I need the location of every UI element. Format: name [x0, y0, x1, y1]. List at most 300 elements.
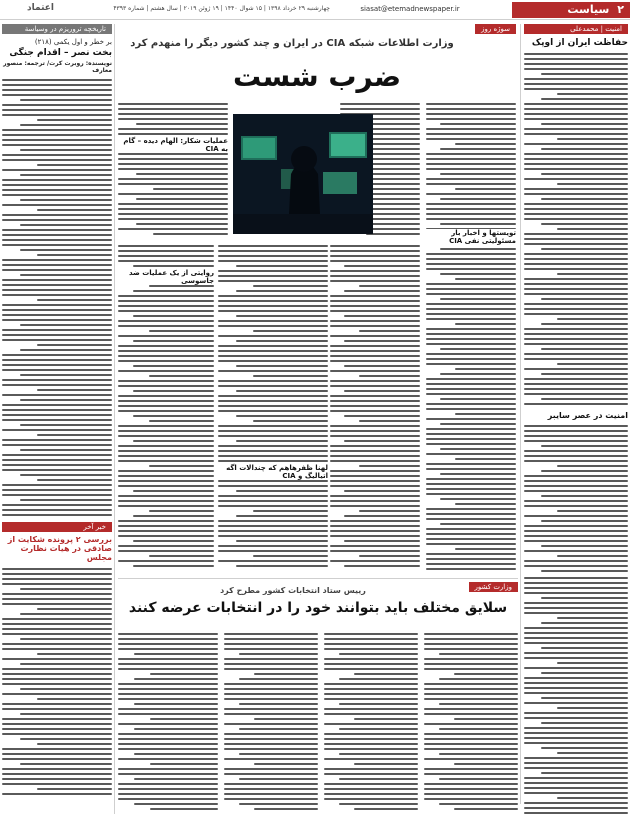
text-line	[524, 732, 628, 734]
article-subhead: لهنا ظفرهاهم که چندالات اگه اتیالیگ و CIA	[218, 464, 328, 480]
text-line	[239, 728, 318, 730]
text-line	[344, 540, 420, 542]
text-line	[2, 783, 112, 785]
text-line	[541, 597, 628, 599]
text-line	[440, 298, 516, 300]
text-line	[524, 313, 628, 315]
text-line	[134, 703, 218, 705]
text-line	[455, 413, 516, 415]
text-line	[2, 189, 112, 191]
text-line	[330, 425, 420, 427]
text-line	[424, 783, 518, 785]
text-line	[330, 560, 420, 562]
text-line	[218, 275, 328, 277]
text-line	[426, 263, 516, 265]
text-line	[224, 723, 318, 725]
text-line	[424, 758, 518, 760]
text-line	[236, 540, 328, 542]
text-line	[2, 154, 112, 156]
text-line	[330, 405, 420, 407]
text-line	[330, 525, 420, 527]
text-line	[20, 374, 112, 376]
text-line	[2, 459, 112, 461]
text-line	[366, 233, 420, 235]
text-line	[557, 510, 628, 512]
text-line	[37, 434, 112, 436]
text-line	[218, 335, 328, 337]
text-line	[330, 535, 420, 537]
text-line	[541, 697, 628, 699]
text-line	[224, 783, 318, 785]
text-line	[330, 470, 420, 472]
text-line	[330, 520, 420, 522]
text-line	[2, 678, 112, 680]
text-line	[20, 199, 112, 201]
text-line	[118, 410, 214, 412]
text-line	[2, 339, 112, 341]
text-line	[454, 763, 518, 765]
text-line	[426, 193, 516, 195]
text-line	[224, 708, 318, 710]
text-line	[440, 273, 516, 275]
text-line	[236, 515, 328, 517]
text-line	[330, 250, 420, 252]
text-line	[424, 723, 518, 725]
text-line	[339, 728, 418, 730]
text-line	[440, 473, 516, 475]
left-column-intro: بر خطر و اول یکمی (۲۱۸)	[34, 38, 112, 46]
text-line	[2, 429, 112, 431]
text-line	[426, 128, 516, 130]
text-line	[118, 400, 214, 402]
text-line	[339, 753, 418, 755]
text-line	[218, 425, 328, 427]
text-line	[37, 698, 112, 700]
text-line	[524, 383, 628, 385]
text-line	[439, 703, 518, 705]
text-line	[524, 782, 628, 784]
text-line	[454, 808, 518, 810]
text-line	[2, 289, 112, 291]
text-line	[424, 798, 518, 800]
text-line	[524, 682, 628, 684]
text-line	[239, 778, 318, 780]
text-line	[2, 379, 112, 381]
text-line	[118, 688, 218, 690]
text-line	[224, 738, 318, 740]
text-line	[344, 390, 420, 392]
article-subhead: تویستها و اخبار بار مسئولیتی نفی CIA	[426, 229, 516, 245]
text-line	[118, 355, 214, 357]
text-line	[524, 757, 628, 759]
text-line	[426, 218, 516, 220]
text-line	[359, 375, 420, 377]
text-line	[2, 114, 112, 116]
text-line	[224, 663, 318, 665]
text-line	[20, 588, 112, 590]
text-line	[224, 768, 318, 770]
text-line	[524, 178, 628, 180]
text-line	[524, 78, 628, 80]
text-line	[224, 798, 318, 800]
text-line	[118, 768, 218, 770]
text-line	[2, 753, 112, 755]
text-line	[344, 365, 420, 367]
text-line	[118, 708, 218, 710]
text-line	[2, 304, 112, 306]
text-line	[557, 273, 628, 275]
text-line	[541, 747, 628, 749]
text-line	[557, 228, 628, 230]
text-line	[344, 565, 420, 567]
text-line	[426, 563, 516, 565]
text-line	[218, 480, 328, 482]
text-line	[2, 793, 112, 795]
text-line	[330, 530, 420, 532]
text-line	[424, 633, 518, 635]
text-line	[218, 395, 328, 397]
text-line	[439, 753, 518, 755]
text-line	[236, 340, 328, 342]
text-line	[541, 348, 628, 350]
text-line	[218, 360, 328, 362]
text-line	[118, 480, 214, 482]
text-line	[118, 178, 228, 180]
text-line	[455, 143, 516, 145]
left-column-byline: نویسنده: روبرت کرت/ ترجمه: منصور معارف	[3, 60, 112, 74]
text-line	[118, 213, 228, 215]
text-line	[339, 653, 418, 655]
text-line	[440, 123, 516, 125]
text-line	[218, 410, 328, 412]
text-line	[2, 144, 112, 146]
text-line	[254, 808, 318, 810]
text-line	[344, 515, 420, 517]
text-line	[20, 99, 112, 101]
text-line	[20, 449, 112, 451]
text-line	[136, 173, 228, 175]
text-line	[133, 440, 214, 442]
text-line	[557, 707, 628, 709]
text-line	[20, 713, 112, 715]
text-line	[541, 672, 628, 674]
text-line	[541, 248, 628, 250]
text-line	[134, 753, 218, 755]
text-line	[118, 683, 218, 685]
text-line	[426, 153, 516, 155]
text-line	[324, 708, 418, 710]
text-line	[524, 425, 628, 427]
text-line	[133, 365, 214, 367]
text-line	[330, 355, 420, 357]
section-title: سیاست	[567, 3, 610, 16]
text-line	[524, 303, 628, 305]
text-line	[354, 673, 418, 675]
text-line	[118, 325, 214, 327]
text-line	[426, 378, 516, 380]
text-line	[133, 290, 214, 292]
text-line	[426, 338, 516, 340]
text-line	[426, 568, 516, 570]
text-line	[2, 364, 112, 366]
text-line	[218, 270, 328, 272]
text-line	[455, 503, 516, 505]
text-line	[426, 113, 516, 115]
text-line	[118, 350, 214, 352]
text-line	[426, 158, 516, 160]
text-line	[118, 560, 214, 562]
text-line	[426, 118, 516, 120]
right-column-tag: امنیت | محمدعلی	[524, 24, 628, 34]
text-line	[524, 607, 628, 609]
text-line	[118, 798, 218, 800]
text-line	[2, 219, 112, 221]
text-line	[557, 662, 628, 664]
text-line	[541, 445, 628, 447]
text-line	[524, 565, 628, 567]
text-line	[239, 803, 318, 805]
text-line	[524, 193, 628, 195]
text-line	[20, 474, 112, 476]
text-line	[557, 183, 628, 185]
text-line	[37, 254, 112, 256]
text-line	[324, 688, 418, 690]
text-line	[524, 787, 628, 789]
text-line	[424, 793, 518, 795]
text-line	[118, 545, 214, 547]
text-line	[239, 653, 318, 655]
left-column-body-2	[2, 565, 112, 795]
text-line	[118, 450, 214, 452]
text-line	[330, 360, 420, 362]
article-subhead: روایتی از یک عملیات ضد جاسوسی	[118, 269, 214, 285]
text-line	[426, 508, 516, 510]
text-line	[524, 378, 628, 380]
text-line	[218, 295, 328, 297]
text-line	[2, 419, 112, 421]
text-line	[253, 285, 328, 287]
text-line	[2, 658, 112, 660]
text-line	[134, 803, 218, 805]
text-line	[149, 285, 214, 287]
text-line	[426, 463, 516, 465]
text-line	[224, 658, 318, 660]
text-line	[2, 264, 112, 266]
text-line	[118, 345, 214, 347]
text-line	[324, 658, 418, 660]
text-line	[2, 309, 112, 311]
text-line	[133, 315, 214, 317]
text-line	[524, 717, 628, 719]
text-line	[236, 365, 328, 367]
text-line	[37, 209, 112, 211]
text-line	[524, 505, 628, 507]
text-line	[524, 118, 628, 120]
text-line	[524, 777, 628, 779]
text-line	[118, 260, 214, 262]
text-line	[224, 668, 318, 670]
text-line	[524, 587, 628, 589]
text-line	[118, 525, 214, 527]
text-line	[236, 565, 328, 567]
article-column	[424, 630, 518, 814]
text-line	[330, 430, 420, 432]
text-line	[118, 535, 214, 537]
text-line	[2, 104, 112, 106]
text-line	[118, 505, 214, 507]
text-line	[254, 763, 318, 765]
text-line	[324, 788, 418, 790]
text-line	[2, 673, 112, 675]
text-line	[424, 663, 518, 665]
text-line	[541, 323, 628, 325]
text-line	[426, 288, 516, 290]
text-line	[218, 345, 328, 347]
text-line	[150, 763, 218, 765]
text-line	[424, 638, 518, 640]
text-line	[524, 667, 628, 669]
text-line	[133, 490, 214, 492]
text-line	[426, 108, 516, 110]
text-line	[426, 268, 516, 270]
text-line	[524, 702, 628, 704]
text-line	[339, 678, 418, 680]
text-line	[118, 305, 214, 307]
text-line	[330, 345, 420, 347]
text-line	[330, 280, 420, 282]
text-line	[426, 353, 516, 355]
text-line	[2, 633, 112, 635]
text-line	[118, 773, 218, 775]
newspaper-logo: اعتماد	[27, 3, 54, 13]
text-line	[524, 308, 628, 310]
text-line	[133, 565, 214, 567]
text-line	[2, 394, 112, 396]
text-line	[557, 752, 628, 754]
text-line	[2, 444, 112, 446]
text-line	[426, 328, 516, 330]
text-line	[330, 310, 420, 312]
text-line	[426, 258, 516, 260]
text-line	[344, 265, 420, 267]
text-line	[224, 643, 318, 645]
text-line	[218, 435, 328, 437]
text-line	[424, 768, 518, 770]
text-line	[134, 678, 218, 680]
text-line	[426, 213, 516, 215]
text-line	[541, 570, 628, 572]
text-line	[344, 315, 420, 317]
right-column-title: حفاظت ایران از اوپک	[531, 38, 628, 48]
text-line	[224, 713, 318, 715]
text-line	[440, 198, 516, 200]
text-line	[20, 249, 112, 251]
text-line	[324, 743, 418, 745]
text-line	[37, 479, 112, 481]
bottom-article	[118, 582, 518, 816]
text-line	[524, 792, 628, 794]
text-line	[440, 373, 516, 375]
text-line	[426, 403, 516, 405]
text-line	[426, 293, 516, 295]
text-line	[20, 738, 112, 740]
text-line	[118, 495, 214, 497]
text-line	[118, 218, 228, 220]
text-line	[224, 758, 318, 760]
text-line	[524, 582, 628, 584]
text-line	[20, 763, 112, 765]
text-line	[426, 388, 516, 390]
text-line	[439, 728, 518, 730]
text-line	[524, 103, 628, 105]
text-line	[324, 768, 418, 770]
text-line	[454, 673, 518, 675]
text-line	[2, 79, 112, 81]
text-line	[440, 223, 516, 225]
text-line	[218, 485, 328, 487]
text-line	[426, 433, 516, 435]
text-line	[218, 300, 328, 302]
main-article	[118, 24, 516, 576]
text-line	[344, 340, 420, 342]
text-line	[118, 435, 214, 437]
text-line	[218, 430, 328, 432]
hacker-photo	[233, 114, 373, 234]
text-line	[426, 163, 516, 165]
text-line	[136, 123, 228, 125]
text-line	[118, 320, 214, 322]
right-column-body-2	[524, 422, 628, 572]
text-line	[133, 265, 214, 267]
text-line	[426, 393, 516, 395]
text-line	[236, 490, 328, 492]
text-line	[330, 500, 420, 502]
text-line	[136, 223, 228, 225]
text-line	[524, 63, 628, 65]
text-line	[541, 123, 628, 125]
text-line	[2, 708, 112, 710]
text-line	[524, 807, 628, 809]
text-line	[330, 255, 420, 257]
text-line	[524, 288, 628, 290]
text-line	[254, 673, 318, 675]
text-line	[426, 318, 516, 320]
text-line	[426, 343, 516, 345]
text-line	[324, 723, 418, 725]
text-line	[524, 168, 628, 170]
text-line	[218, 560, 328, 562]
text-line	[224, 648, 318, 650]
text-line	[20, 274, 112, 276]
left-column	[2, 24, 112, 814]
text-line	[330, 305, 420, 307]
text-line	[524, 388, 628, 390]
text-line	[2, 84, 112, 86]
text-line	[524, 333, 628, 335]
text-line	[524, 802, 628, 804]
left-column-title: بخت نصر – اقدام جنگی	[9, 48, 112, 58]
text-line	[424, 708, 518, 710]
text-line	[2, 489, 112, 491]
text-line	[218, 450, 328, 452]
right-column-body-3	[524, 574, 628, 814]
text-line	[20, 688, 112, 690]
text-line	[149, 330, 214, 332]
text-line	[330, 380, 420, 382]
masthead-bar	[0, 0, 630, 20]
text-line	[37, 608, 112, 610]
text-line	[2, 484, 112, 486]
